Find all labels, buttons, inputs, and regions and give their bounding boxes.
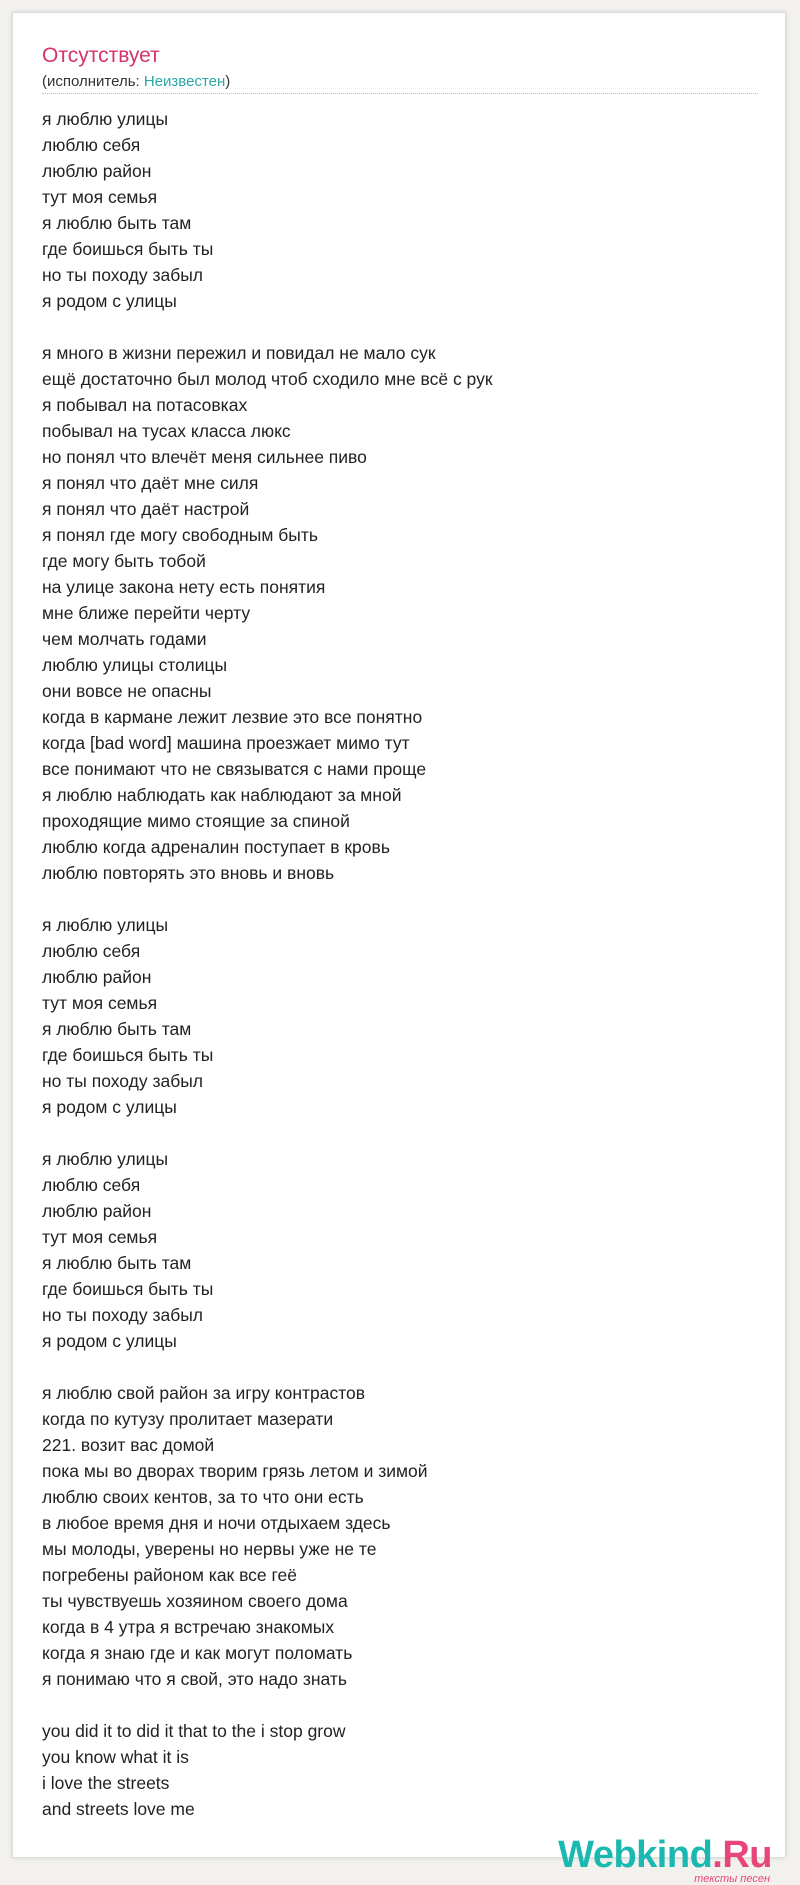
lyric-line: люблю своих кентов, за то что они есть — [42, 1487, 364, 1507]
lyric-line: я родом с улицы — [42, 1331, 177, 1351]
logo-tagline: тексты песен — [694, 1873, 770, 1885]
lyric-line: когда в 4 утра я встречаю знакомых — [42, 1617, 335, 1637]
lyric-line: где боишься быть ты — [42, 1045, 214, 1065]
lyric-line: and streets love me — [42, 1799, 195, 1819]
lyric-line: где боишься быть ты — [42, 239, 214, 259]
lyric-line: когда [bad word] машина проезжает мимо тут — [42, 733, 410, 753]
lyric-line: я понял что даёт мне силя — [42, 473, 259, 493]
lyric-line: когда в кармане лежит лезвие это все понятно — [42, 707, 423, 727]
logo-tld: .Ru — [712, 1834, 772, 1876]
lyric-line: я понимаю что я свой, это надо знать — [42, 1669, 348, 1689]
lyric-line: побывал на тусах класса люкс — [42, 421, 291, 441]
lyric-line: но ты походу забыл — [42, 265, 204, 285]
lyric-line: чем молчать годами — [42, 629, 207, 649]
lyric-line: когда по кутузу пролитает мазерати — [42, 1409, 334, 1429]
lyric-line: я люблю быть там — [42, 1253, 192, 1273]
artist-line — [42, 73, 230, 91]
lyric-line: люблю район — [42, 1201, 152, 1221]
artist-link[interactable]: Неизвестен — [143, 73, 226, 90]
lyric-blank-line — [42, 314, 762, 340]
lyric-line: где могу быть тобой — [42, 551, 206, 571]
lyric-line: они вовсе не опасны — [42, 681, 212, 701]
lyric-line: тут моя семья — [42, 187, 158, 207]
lyric-line: ещё достаточно был молод чтоб сходило мне всё с рук — [42, 369, 493, 389]
lyric-line: люблю район — [42, 967, 152, 987]
logo-wordmark — [558, 1835, 772, 1875]
site-logo[interactable] — [552, 1835, 772, 1885]
lyric-blank-line — [42, 1120, 762, 1146]
lyric-line: you know what it is — [42, 1747, 189, 1767]
lyric-line: погребены районом как все геё — [42, 1565, 297, 1585]
lyric-line: тут моя семья — [42, 993, 158, 1013]
lyric-line: мне ближе перейти черту — [42, 603, 251, 623]
lyric-line: я люблю быть там — [42, 1019, 192, 1039]
lyric-line: i love the streets — [42, 1773, 170, 1793]
lyric-line: ты чувствуешь хозяином своего дома — [42, 1591, 348, 1611]
lyric-line: я родом с улицы — [42, 291, 177, 311]
lyric-line: люблю себя — [42, 941, 141, 961]
title-divider — [42, 93, 758, 94]
lyric-line: люблю когда адреналин поступает в кровь — [42, 837, 390, 857]
lyric-line: на улице закона нету есть понятия — [42, 577, 326, 597]
lyric-line: пока мы во дворах творим грязь летом и зимой — [42, 1461, 428, 1481]
logo-main: Webkind — [558, 1834, 713, 1876]
artist-prefix: (исполнитель: — [42, 73, 144, 90]
lyric-line: люблю повторять это вновь и вновь — [42, 863, 335, 883]
lyric-line: я люблю улицы — [42, 1149, 169, 1169]
lyric-line: но понял что влечёт меня сильнее пиво — [42, 447, 367, 467]
lyric-line: 221. возит вас домой — [42, 1435, 215, 1455]
lyric-line: you did it to did it that to the i stop grow — [42, 1721, 346, 1741]
lyric-line: я понял что даёт настрой — [42, 499, 250, 519]
lyric-line: люблю район — [42, 161, 152, 181]
lyric-line: мы молоды, уверены но нервы уже не те — [42, 1539, 377, 1559]
lyric-line: я люблю свой район за игру контрастов — [42, 1383, 366, 1403]
lyric-line: проходящие мимо стоящие за спиной — [42, 811, 350, 831]
artist-suffix: ) — [225, 73, 231, 90]
lyric-line: я люблю улицы — [42, 109, 169, 129]
lyric-line: все понимают что не связыватся с нами проще — [42, 759, 427, 779]
lyric-line: где боишься быть ты — [42, 1279, 214, 1299]
song-title: Отсутствует — [42, 44, 160, 67]
lyric-line: я люблю наблюдать как наблюдают за мной — [42, 785, 402, 805]
lyric-line: но ты походу забыл — [42, 1071, 204, 1091]
lyric-line: люблю себя — [42, 1175, 141, 1195]
lyric-line: я много в жизни пережил и повидал не мало сук — [42, 343, 436, 363]
lyric-line: я побывал на потасовках — [42, 395, 248, 415]
lyric-line: я родом с улицы — [42, 1097, 177, 1117]
lyric-line: я понял где могу свободным быть — [42, 525, 318, 545]
lyric-line: я люблю быть там — [42, 213, 192, 233]
lyric-line: но ты походу забыл — [42, 1305, 204, 1325]
lyric-line: люблю себя — [42, 135, 141, 155]
lyric-line: люблю улицы столицы — [42, 655, 228, 675]
lyric-blank-line — [42, 1692, 762, 1718]
lyric-line: я люблю улицы — [42, 915, 169, 935]
lyric-line: когда я знаю где и как могут поломать — [42, 1643, 353, 1663]
lyric-line: в любое время дня и ночи отдыхаем здесь — [42, 1513, 391, 1533]
lyric-blank-line — [42, 886, 762, 912]
lyric-line: тут моя семья — [42, 1227, 158, 1247]
lyric-blank-line — [42, 1354, 762, 1380]
lyrics-text — [42, 106, 762, 1822]
